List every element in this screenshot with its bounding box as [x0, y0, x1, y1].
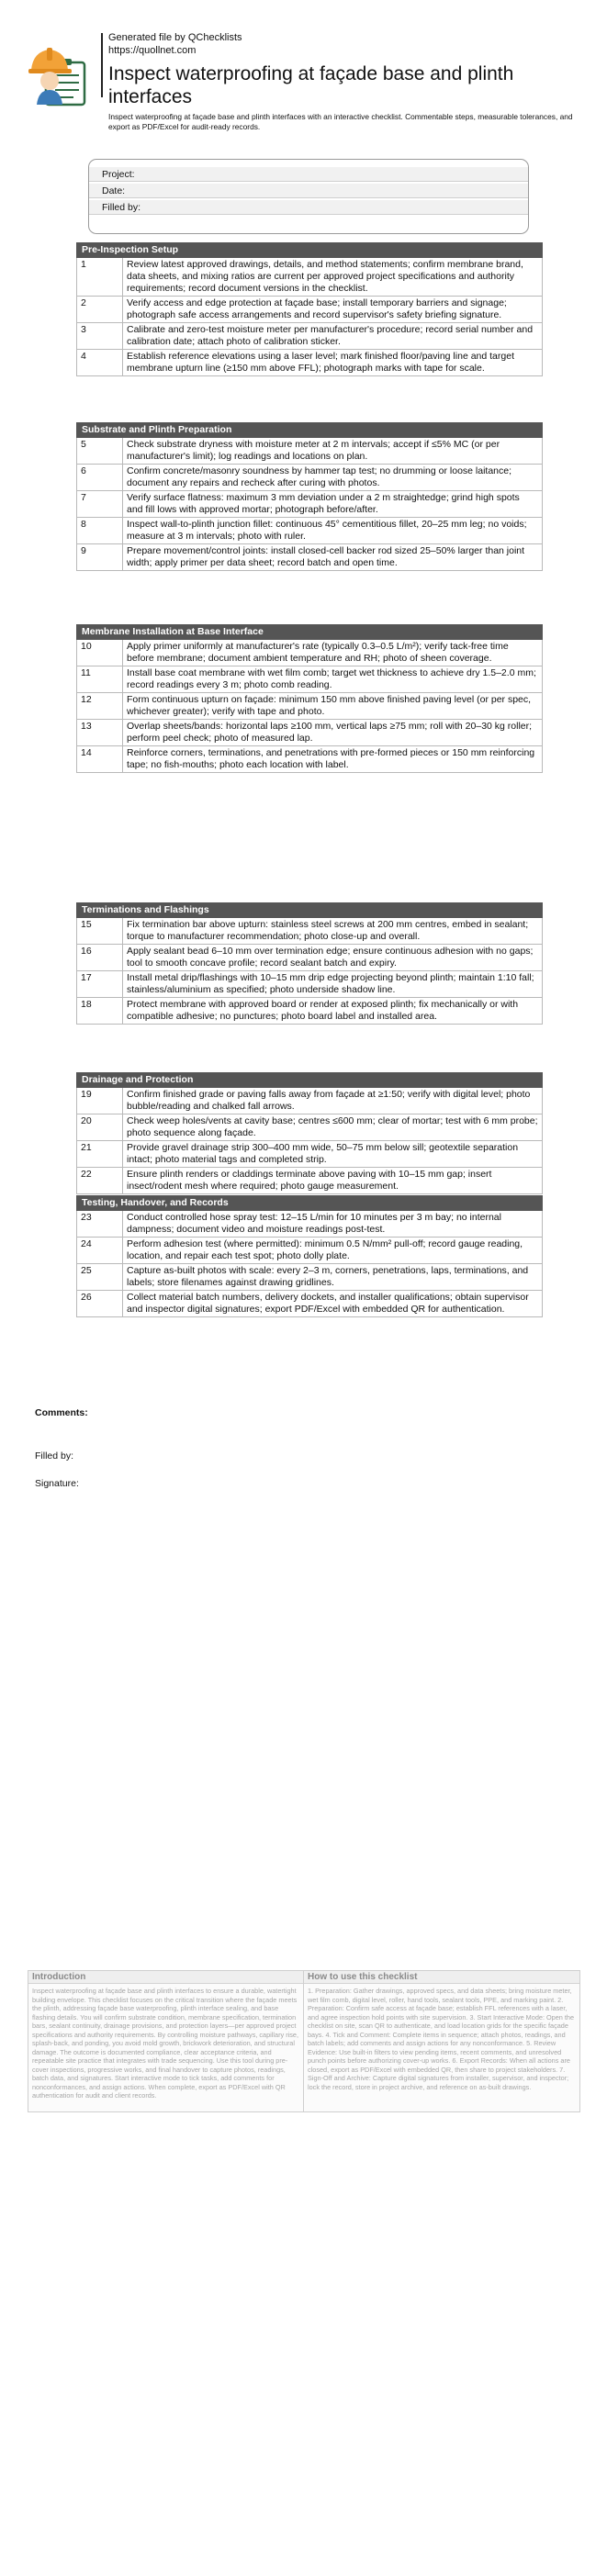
generated-by-text: Generated file by QChecklists: [108, 32, 242, 43]
item-number: 26: [77, 1291, 123, 1316]
item-text: Install metal drip/flashings with 10–15 mm drip edge projecting beyond plinth; maintain 1:10 fall; stainless/aluminium as specified; photo underside shadow line.: [127, 972, 534, 995]
item-text: Fix termination bar above upturn: stainless steel screws at 200 mm centres, embed in sealant; torque to manufacturer recommendation; photo close-up and overall.: [127, 919, 529, 942]
intro-panel: [28, 1970, 580, 2112]
item-number: 15: [77, 918, 123, 944]
item-number: 22: [77, 1168, 123, 1193]
item-text: Prepare movement/control joints: install closed-cell backer rod sized 25–50% larger than joint width; apply primer per data sheet; record batch and open time.: [127, 545, 525, 568]
page-description: Inspect waterproofing at façade base and plinth interfaces with an interactive checklist. Commentable steps, measurable tolerances, and export as PDF/Excel for audit-ready records.: [108, 112, 573, 131]
item-number: 23: [77, 1211, 123, 1237]
checklist-item[interactable]: [76, 1238, 543, 1264]
item-text: Review latest approved drawings, details, and method statements; confirm membrane brand, data sheets, and mixing ratios are current per approved project specifications and authority requirements; record document versions in the checklist.: [127, 259, 523, 294]
item-number: 6: [77, 465, 123, 490]
checklist-item[interactable]: [76, 438, 543, 465]
item-text: Establish reference elevations using a laser level; mark finished floor/paving line and target membrane upturn line (≥150 mm above FFL); photograph marks with tape for scale.: [127, 351, 514, 374]
section-heading: Membrane Installation at Base Interface: [76, 624, 543, 640]
date-field[interactable]: Date:: [89, 184, 528, 198]
item-text: Install base coat membrane with wet film comb; target wet thickness to achieve dry 1.5–2.0 mm; record readings every 3 m; photo comb reading.: [127, 667, 536, 690]
item-number: 17: [77, 971, 123, 997]
checklist-section: [76, 1072, 543, 1194]
item-number: 14: [77, 746, 123, 772]
item-text: Protect membrane with approved board or render at exposed plinth; fix mechanically or with compatible adhesive; no punctures; photo board label and installed area.: [127, 999, 519, 1022]
item-text: Check weep holes/vents at cavity base; centres ≤600 mm; clear of mortar; test with 6 mm probe; photo sequence along façade.: [127, 1115, 538, 1138]
item-number: 8: [77, 518, 123, 543]
checklist-item[interactable]: [76, 1141, 543, 1168]
checklist-item[interactable]: [76, 1114, 543, 1141]
project-field[interactable]: Project:: [89, 167, 528, 182]
checklist-item[interactable]: [76, 491, 543, 518]
item-number: 10: [77, 640, 123, 666]
checklist-item[interactable]: [76, 350, 543, 376]
project-info-box: [88, 159, 529, 234]
item-text: Calibrate and zero-test moisture meter per manufacturer's procedure; record serial number and calibration date; attach photo of calibration sticker.: [127, 324, 534, 347]
checklist-item[interactable]: [76, 1168, 543, 1194]
item-text: Check substrate dryness with moisture meter at 2 m intervals; accept if ≤5% MC (or per manufacturer's limit); log readings and locations on plan.: [127, 439, 500, 462]
item-number: 21: [77, 1141, 123, 1167]
checklist-item[interactable]: [76, 518, 543, 544]
filled-by-field[interactable]: Filled by:: [89, 200, 528, 215]
source-url[interactable]: https://quollnet.com: [108, 45, 197, 56]
checklist-item[interactable]: [76, 544, 543, 571]
item-text: Confirm finished grade or paving falls away from façade at ≥1:50; verify with digital level; photo bubble/reading and chalked fall arrows.: [127, 1089, 531, 1112]
checklist-section: [76, 902, 543, 1025]
how-to-text: 1. Preparation: Gather drawings, approved specs, and data sheets; bring moisture meter, wet film comb, digital level, roller, hand tools, sealant tools, PPE, and marking paint. 2. Preparation: Confirm safe access at façade base; establish FFL references with a laser, and agree inspection hold points with site supervision. 3. Start Interactive Mode: Open the checklist on site, scan QR to authenticate, and load location grids for the specific façade bays. 4. Tick and Comment: Complete items in sequence; attach photos, readings, and batch labels; add comments and assign actions for any nonconformance. 5. Review Evidence: Use built-in filters to view pending items, recent comments, and unresolved punch points before authorizing cover-up works. 6. Export Records: When all actions are closed, export as PDF/Excel with embedded QR, then share to project stakeholders. 7. Sign-Off and Archive: Capture digital signatures from installer, supervisor, and inspector; lock the record, store in project archive, and reference on as-built drawings.: [308, 1987, 575, 2091]
item-number: 5: [77, 438, 123, 464]
checklist-item[interactable]: [76, 1291, 543, 1317]
introduction-column: [28, 1971, 304, 2111]
item-number: 12: [77, 693, 123, 719]
qchecklists-logo: [28, 42, 90, 106]
signature-label: Signature:: [35, 1478, 79, 1489]
checklist-item[interactable]: [76, 1264, 543, 1291]
checklist-item[interactable]: [76, 998, 543, 1025]
how-to-column: [304, 1971, 579, 2111]
checklist-item[interactable]: [76, 918, 543, 945]
introduction-heading: Introduction: [28, 1971, 303, 1984]
item-text: Capture as-built photos with scale: every 2–3 m, corners, penetrations, laps, terminations, and labels; store filenames against drawing gridlines.: [127, 1265, 529, 1288]
item-number: 25: [77, 1264, 123, 1290]
item-text: Confirm concrete/masonry soundness by hammer tap test; no drumming or loose laitance; document any repairs and recheck after curing with photos.: [127, 465, 512, 488]
how-to-heading: How to use this checklist: [304, 1971, 579, 1984]
section-heading: Pre-Inspection Setup: [76, 242, 543, 258]
checklist-section: [76, 1195, 543, 1317]
item-number: 4: [77, 350, 123, 375]
item-text: Perform adhesion test (where permitted): minimum 0.5 N/mm² pull-off; record gauge reading, location, and repair each test spot; photo dolly plate.: [127, 1238, 523, 1261]
item-text: Apply sealant bead 6–10 mm over termination edge; ensure continuous adhesion with no gaps; tool to smooth concave profile; record sealant batch and expiry.: [127, 946, 534, 969]
item-text: Overlap sheets/bands: horizontal laps ≥100 mm, vertical laps ≥75 mm; roll with 20–30 kg roller; perform peel check; photo of measured lap.: [127, 721, 533, 744]
checklist-item[interactable]: [76, 297, 543, 323]
comments-label: Comments:: [35, 1407, 88, 1418]
item-number: 13: [77, 720, 123, 745]
item-text: Inspect wall-to-plinth junction fillet: continuous 45° cementitious fillet, 20–25 mm leg; no voids; measure at 3 m intervals; photo with ruler.: [127, 519, 527, 542]
item-number: 7: [77, 491, 123, 517]
item-text: Verify access and edge protection at façade base; install temporary barriers and signage; photograph safe access arrangements and record supervisor's safety briefing signature.: [127, 297, 507, 320]
document-header: [28, 31, 588, 141]
checklist-section: [76, 422, 543, 571]
checklist-item[interactable]: [76, 746, 543, 773]
item-text: Ensure plinth renders or claddings terminate above paving with 10–15 mm gap; insert insect/rodent mesh where required; photo gauge measurement.: [127, 1169, 492, 1192]
item-number: 20: [77, 1114, 123, 1140]
item-number: 11: [77, 666, 123, 692]
section-heading: Drainage and Protection: [76, 1072, 543, 1088]
checklist-item[interactable]: [76, 258, 543, 297]
checklist-item[interactable]: [76, 720, 543, 746]
item-text: Provide gravel drainage strip 300–400 mm wide, 50–75 mm below sill; geotextile separation intact; photo material tags and completed strip.: [127, 1142, 519, 1165]
page-title: Inspect waterproofing at façade base and plinth interfaces: [108, 63, 514, 107]
item-number: 16: [77, 945, 123, 970]
checklist-section: [76, 242, 543, 376]
checklist-item[interactable]: [76, 1211, 543, 1238]
item-text: Reinforce corners, terminations, and penetrations with pre-formed pieces or 150 mm reinforcing tape; no fish-mouths; photo each location with label.: [127, 747, 535, 770]
checklist-item[interactable]: [76, 971, 543, 998]
section-heading: Substrate and Plinth Preparation: [76, 422, 543, 438]
item-text: Form continuous upturn on façade: minimum 150 mm above finished paving level (or per spec, whichever greater); verify with tape and photo.: [127, 694, 532, 717]
item-number: 24: [77, 1238, 123, 1263]
filled-by-label: Filled by:: [35, 1450, 74, 1462]
checklist-item[interactable]: [76, 640, 543, 666]
checklist-item[interactable]: [76, 1088, 543, 1114]
header-divider: [101, 33, 103, 97]
item-text: Collect material batch numbers, delivery dockets, and installer qualifications; obtain supervisor and inspector digital signatures; export PDF/Excel with embedded QR for authentication.: [127, 1292, 529, 1315]
item-number: 18: [77, 998, 123, 1024]
introduction-text: Inspect waterproofing at façade base and plinth interfaces to ensure a durable, watertight building envelope. This checklist focuses on the critical transition where the façade meets the plinth, addressing façade base waterproofing, plinth interface sealing, and base flashing details. You will confirm substrate condition, membrane specification, termination bars, sealant continuity, drainage provisions, and protection layers—per approved project specifications and authority requirements. By controlling moisture pathways, capillary rise, splash-back, and ponding, you avoid mold growth, brickwork deterioration, and structural damage. The outcome is documented compliance, clear acceptance criteria, and repeatable site practice that integrates with trade sequencing. Use this tool during pre-cover inspections, progressive works, and final handover to capture photos, readings, batch data, and signatures. Start interactive mode to tick tasks, add comments for nonconformances, and assign actions. When complete, export as PDF/Excel with QR authentication for audit and client records.: [32, 1987, 298, 2100]
item-number: 2: [77, 297, 123, 322]
checklist-item[interactable]: [76, 666, 543, 693]
item-text: Verify surface flatness: maximum 3 mm deviation under a 2 m straightedge; grind high spots and fill lows with approved mortar; photograph before/after.: [127, 492, 520, 515]
item-text: Conduct controlled hose spray test: 12–15 L/min for 10 minutes per 3 m bay; no internal dampness; document video and moisture readings post-test.: [127, 1212, 501, 1235]
checklist-item[interactable]: [76, 323, 543, 350]
item-number: 1: [77, 258, 123, 296]
checklist-item[interactable]: [76, 693, 543, 720]
item-number: 9: [77, 544, 123, 570]
item-text: Apply primer uniformly at manufacturer's rate (typically 0.3–0.5 L/m²); verify tack-free time before membrane; document ambient temperature and RH; photo of sheen coverage.: [127, 641, 509, 664]
section-heading: Terminations and Flashings: [76, 902, 543, 918]
item-number: 19: [77, 1088, 123, 1114]
section-heading: Testing, Handover, and Records: [76, 1195, 543, 1211]
checklist-item[interactable]: [76, 465, 543, 491]
checklist-section: [76, 624, 543, 773]
checklist-item[interactable]: [76, 945, 543, 971]
item-number: 3: [77, 323, 123, 349]
